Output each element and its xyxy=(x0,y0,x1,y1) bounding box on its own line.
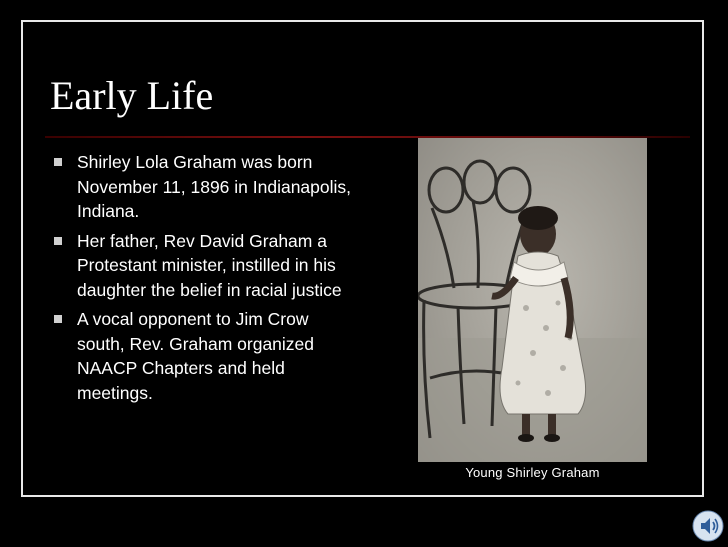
bullet-text: Her father, Rev David Graham a Protestant minister, instilled in his daughter the belief in racial justice xyxy=(77,230,342,300)
bullet-square-icon xyxy=(54,158,62,166)
bullet-square-icon xyxy=(54,237,62,245)
bullet-text: Shirley Lola Graham was born November 11, 1896 in Indianapolis, Indiana. xyxy=(77,152,352,221)
speaker-icon[interactable] xyxy=(692,510,724,542)
photo-caption: Young Shirley Graham xyxy=(465,465,600,480)
photo-illustration xyxy=(418,138,647,462)
portrait-photo xyxy=(418,138,647,462)
bullet-item xyxy=(53,150,358,224)
bullet-square-icon xyxy=(54,315,62,323)
bullet-text: A vocal opponent to Jim Crow south, Rev. Graham organized NAACP Chapters and held meetings. xyxy=(77,309,315,403)
bullet-item xyxy=(53,307,358,405)
bullet-list xyxy=(53,150,358,410)
slide-title: Early Life xyxy=(50,73,214,118)
bullet-item xyxy=(53,229,358,303)
